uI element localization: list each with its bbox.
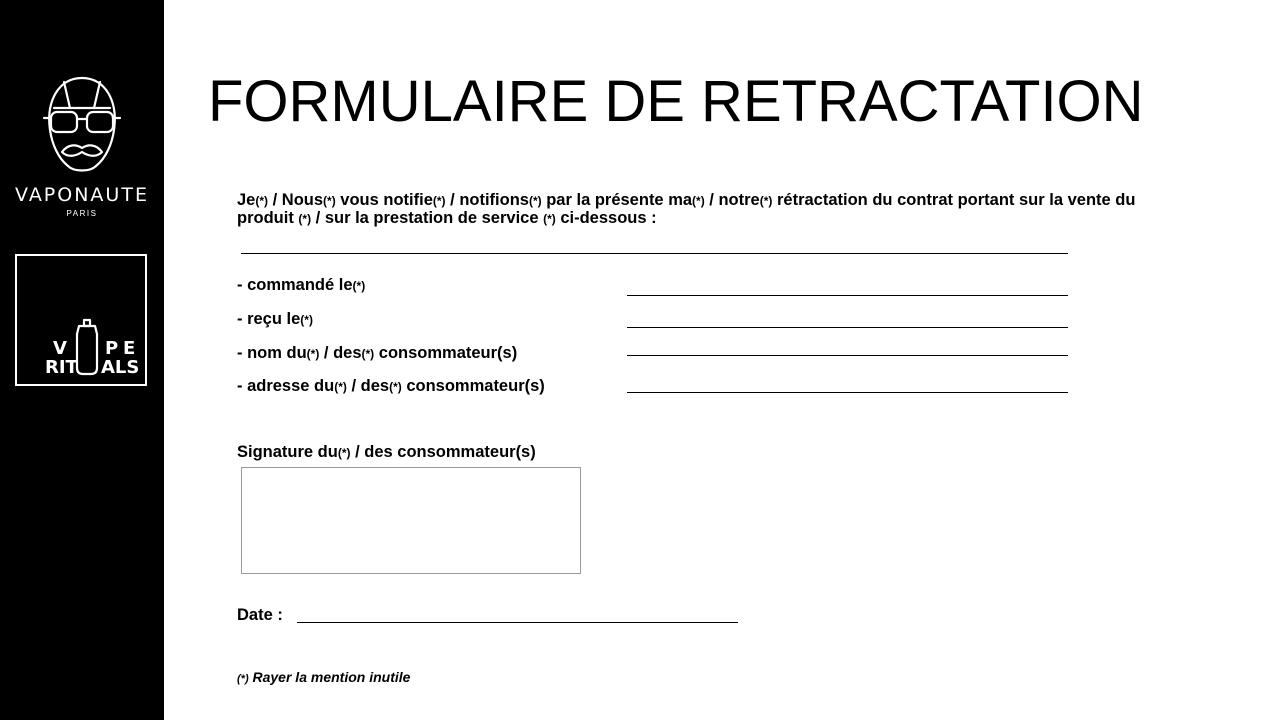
- receipt-date-line[interactable]: [627, 327, 1068, 328]
- intro-text: ci-dessous :: [555, 209, 657, 227]
- consumer-name-line[interactable]: [627, 355, 1068, 356]
- field-label-consumer-name: [237, 344, 517, 363]
- field-label-receipt-date: [237, 310, 313, 329]
- order-date-line[interactable]: [627, 295, 1068, 296]
- asterisk-mark: (*): [337, 446, 351, 460]
- intro-text: / Nous: [268, 191, 324, 209]
- asterisk-mark: (*): [432, 194, 446, 208]
- intro-statement: [237, 192, 1137, 228]
- intro-text: / notre: [704, 191, 760, 209]
- intro-text: vous notifie: [335, 191, 433, 209]
- field-text: - nom du: [237, 344, 307, 362]
- svg-text:V: V: [53, 338, 67, 359]
- field-text: consommateur(s): [374, 344, 518, 362]
- field-text: / des: [319, 344, 362, 362]
- field-label-order-date: [237, 276, 365, 295]
- asterisk-mark: (*): [323, 194, 336, 208]
- signature-text: / des consommateur(s): [350, 443, 536, 461]
- asterisk-mark: (*): [361, 347, 375, 361]
- consumer-address-line[interactable]: [627, 392, 1068, 393]
- asterisk-mark: (*): [389, 380, 402, 394]
- signature-box[interactable]: [241, 467, 581, 574]
- svg-text:P: P: [105, 338, 119, 359]
- field-text: - reçu le: [237, 310, 301, 328]
- asterisk-mark: (*): [334, 380, 347, 394]
- intro-text: Je: [237, 191, 256, 209]
- date-label: Date :: [237, 606, 283, 624]
- signature-text: Signature du: [237, 443, 338, 461]
- asterisk-mark: (*): [255, 194, 269, 208]
- page-title: FORMULAIRE DE RETRACTATION: [208, 69, 1144, 134]
- asterisk-mark: (*): [759, 194, 773, 208]
- intro-text: / sur la prestation de service: [311, 209, 544, 227]
- vape-rituals-logo-icon: [17, 256, 145, 384]
- aviator-mustache-logo-icon: [40, 72, 124, 176]
- brand-name: VAPONAUTE: [15, 184, 149, 206]
- brand-sub: PARIS: [66, 209, 98, 218]
- asterisk-mark: (*): [352, 279, 366, 293]
- footnote: [237, 669, 410, 685]
- asterisk-mark: (*): [543, 212, 556, 226]
- asterisk-mark: (*): [300, 313, 313, 327]
- intro-text: rétractation du contrat portant sur la vente du produit: [237, 191, 1136, 227]
- intro-text: par la présente ma: [541, 191, 693, 209]
- asterisk-mark: (*): [692, 194, 705, 208]
- svg-text:RIT: RIT: [45, 357, 78, 378]
- asterisk-mark: (*): [298, 212, 312, 226]
- intro-text: / notifions: [445, 191, 529, 209]
- sidebar: [0, 0, 164, 720]
- asterisk-mark: (*): [528, 194, 542, 208]
- field-text: - adresse du: [237, 377, 335, 395]
- footnote-text: Rayer la mention inutile: [248, 669, 411, 685]
- field-text: - commandé le: [237, 276, 353, 294]
- svg-text:ALS: ALS: [101, 357, 140, 378]
- vape-rituals-logo: [15, 254, 147, 386]
- product-description-line[interactable]: [241, 253, 1068, 254]
- field-text: / des: [346, 377, 390, 395]
- asterisk-mark: (*): [237, 673, 249, 685]
- vaponaute-logo: [0, 72, 164, 218]
- date-line[interactable]: [297, 622, 738, 623]
- svg-text:E: E: [123, 338, 136, 359]
- field-label-consumer-address: [237, 377, 545, 396]
- asterisk-mark: (*): [306, 347, 320, 361]
- field-text: consommateur(s): [401, 377, 545, 395]
- signature-label: [237, 443, 536, 462]
